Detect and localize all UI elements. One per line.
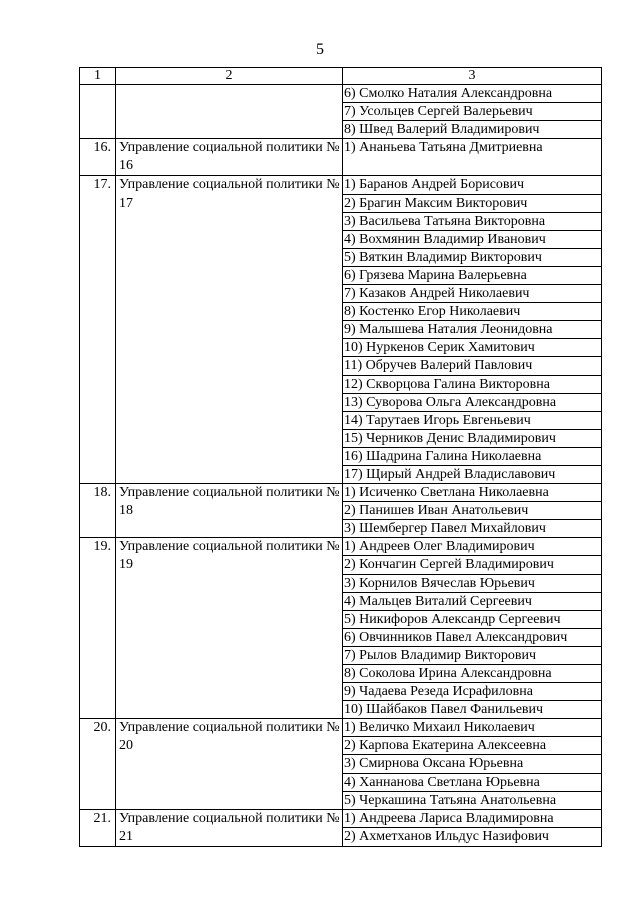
department-name: Управление социальной политики № 18 — [116, 484, 343, 538]
member-name: 2) Брагин Максим Викторович — [343, 195, 601, 213]
row-number: 21. — [80, 809, 116, 846]
member-name: 5) Никифоров Александр Сергеевич — [343, 611, 601, 629]
row-number: 17. — [80, 176, 116, 484]
member-name: 1) Ананьева Татьяна Дмитриевна — [344, 140, 543, 156]
table-row — [80, 176, 602, 484]
member-name: 17) Щирый Андрей Владиславович — [344, 466, 556, 482]
department-name: Управление социальной политики № 16 — [116, 139, 343, 176]
department-name: Управление социальной политики № 20 — [116, 719, 343, 809]
table-row — [80, 719, 602, 809]
member-name: 3) Шембергер Павел Михайлович — [344, 521, 546, 537]
department-name: Управление социальной политики № 19 — [116, 538, 343, 719]
member-name: 8) Швед Валерий Владимирович — [344, 122, 540, 138]
member-name: 15) Черников Денис Владимирович — [343, 430, 601, 448]
table-row — [80, 139, 602, 176]
table-row — [80, 809, 602, 846]
member-name: 6) Грязева Марина Валерьевна — [343, 267, 601, 285]
member-name: 12) Скворцова Галина Викторовна — [343, 376, 601, 394]
members-cell — [343, 139, 602, 176]
member-name: 1) Баранов Андрей Борисович — [343, 176, 601, 194]
member-name: 6) Овчинников Павел Александрович — [343, 629, 601, 647]
member-name: 4) Ханнанова Светлана Юрьевна — [343, 774, 601, 792]
member-name: 11) Обручев Валерий Павлович — [343, 357, 601, 375]
members-cell — [343, 85, 602, 139]
department-name: Управление социальной политики № 21 — [116, 809, 343, 846]
member-name: 3) Васильева Татьяна Викторовна — [343, 213, 601, 231]
members-cell — [343, 538, 602, 719]
member-name: 2) Карпова Екатерина Алексеевна — [343, 737, 601, 755]
row-number: 19. — [80, 538, 116, 719]
department-name — [116, 85, 343, 139]
member-name: 13) Суворова Ольга Александровна — [343, 394, 601, 412]
member-name: 5) Вяткин Владимир Викторович — [343, 249, 601, 267]
department-name: Управление социальной политики № 17 — [116, 176, 343, 484]
members-cell — [343, 176, 602, 484]
member-name: 8) Соколова Ирина Александровна — [343, 665, 601, 683]
members-cell — [343, 809, 602, 846]
member-name: 16) Шадрина Галина Николаевна — [343, 448, 601, 466]
member-name: 7) Казаков Андрей Николаевич — [343, 285, 601, 303]
member-name: 10) Шайбаков Павел Фанильевич — [344, 702, 544, 718]
page-number: 5 — [316, 41, 324, 58]
table-row — [80, 538, 602, 719]
member-name: 7) Усольцев Сергей Валерьевич — [343, 103, 601, 121]
member-name: 1) Исиченко Светлана Николаевна — [343, 484, 601, 502]
member-name: 3) Корнилов Вячеслав Юрьевич — [343, 575, 601, 593]
commission-table — [79, 67, 602, 847]
header-row — [80, 68, 602, 85]
member-name: 1) Андреева Лариса Владимировна — [343, 810, 601, 828]
table-row — [80, 85, 602, 139]
row-number — [80, 85, 116, 139]
member-name: 7) Рылов Владимир Викторович — [343, 647, 601, 665]
member-name: 5) Черкашина Татьяна Анатольевна — [344, 792, 557, 808]
member-name: 1) Величко Михаил Николаевич — [343, 719, 601, 737]
table-row — [80, 484, 602, 538]
member-name: 14) Тарутаев Игорь Евгеньевич — [343, 412, 601, 430]
member-name: 3) Смирнова Оксана Юрьевна — [343, 755, 601, 773]
member-name: 8) Костенко Егор Николаевич — [343, 303, 601, 321]
member-name: 2) Панишев Иван Анатольевич — [343, 502, 601, 520]
member-name: 6) Смолко Наталия Александровна — [343, 85, 601, 103]
member-name: 4) Мальцев Виталий Сергеевич — [343, 593, 601, 611]
member-name: 2) Ахметханов Ильдус Назифович — [344, 828, 549, 844]
member-name: 1) Андреев Олег Владимирович — [343, 538, 601, 556]
member-name: 9) Малышева Наталия Леонидовна — [343, 321, 601, 339]
column-header-1: 1 — [80, 68, 116, 85]
members-cell — [343, 719, 602, 809]
members-cell — [343, 484, 602, 538]
row-number: 16. — [80, 139, 116, 176]
column-header-2: 2 — [116, 68, 343, 85]
column-header-3: 3 — [343, 68, 602, 85]
row-number: 20. — [80, 719, 116, 809]
member-name: 2) Кончагин Сергей Владимирович — [343, 556, 601, 574]
member-name: 9) Чадаева Резеда Исрафиловна — [343, 683, 601, 701]
member-name: 4) Вохмянин Владимир Иванович — [343, 231, 601, 249]
row-number: 18. — [80, 484, 116, 538]
member-name: 10) Нуркенов Серик Хамитович — [343, 339, 601, 357]
